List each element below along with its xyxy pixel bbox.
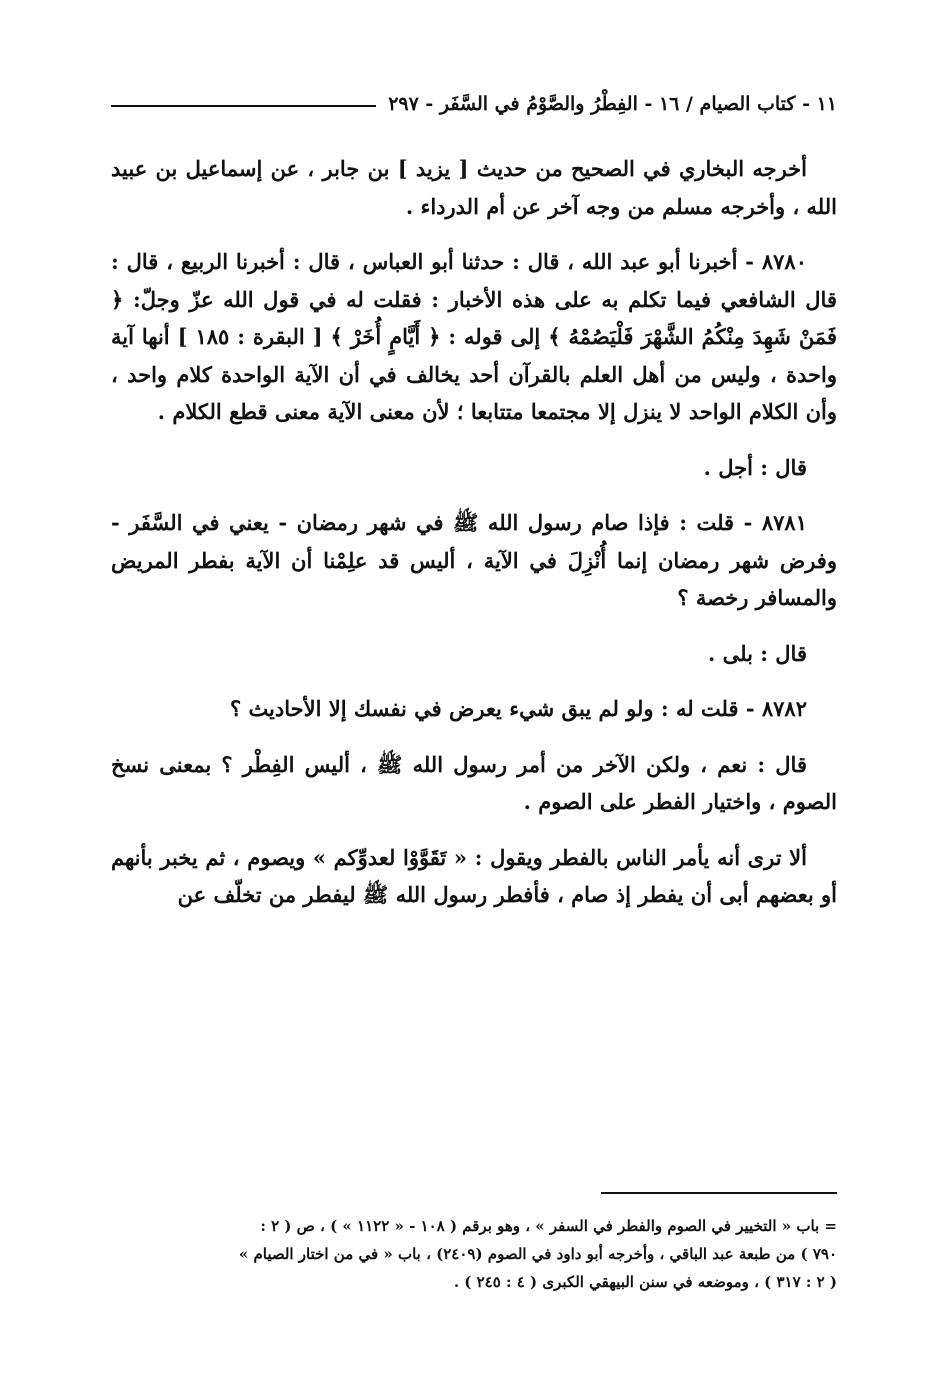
footnote-line: = باب « التخيير في الصوم والفطر في السفر » ، وهو برقم ( ١٠٨ - « ١١٢٢ » ) ، ص ( ٢ : bbox=[260, 1217, 837, 1235]
footnote bbox=[111, 1212, 837, 1296]
paragraph-takhrij: أخرجه البخاري في الصحيح من حديث [ يزيد ] بن جابر ، عن إسماعيل بن عبيد الله ، وأخرجه مسلم من وجه آخر عن أم الدرداء . bbox=[111, 156, 837, 219]
paragraph-8780: ٨٧٨٠ - أخبرنا أبو عبد الله ، قال : حدثنا أبو العباس ، قال : أخبرنا الربيع ، قال : قال الشافعي فيما تكلم به على هذه الأخبار : فقلت له في قول الله عزّ وجلّ: ﴿ فَمَنْ شَهِدَ مِنْكُمُ الشَّهْرَ فَلْيَصُمْهُ ﴾ إلى قوله : ﴿ أَيَّامٍ أُخَرْ ﴾ [ البقرة : ١٨٥ ] أنها آية واحدة ، وليس من أهل العلم بالقرآن أحد يخالف في أن الآية الواحدة كلام واحد ، وأن الكلام الواحد لا ينزل إلا مجتمعا متتابعا ؛ لأن معنى الآية معنى قطع الكلام . bbox=[111, 249, 837, 424]
paragraph-naam: قال : نعم ، ولكن الآخر من أمر رسول الله ﷺ ، أليس الفِطْر ؟ بمعنى نسخ الصوم ، واختيار الفطر على الصوم . bbox=[111, 751, 837, 814]
running-header bbox=[111, 88, 837, 120]
main-text bbox=[111, 150, 837, 932]
header-rule bbox=[111, 105, 376, 107]
paragraph-ajal: قال : أجل . bbox=[703, 454, 807, 480]
paragraph-8781: ٨٧٨١ - قلت : فإذا صام رسول الله ﷺ في شهر رمضان - يعني في السَّفَر - وفرض شهر رمضان إنما أُنْزِلَ في الآية ، أليس قد علِمْنا أن الآية بفطر المريض والمسافر رخصة ؟ bbox=[111, 510, 837, 610]
running-title: ١١ - كتاب الصيام / ١٦ - الفِطْرُ والصَّوْمُ في السَّفَر - ٢٩٧ bbox=[388, 93, 837, 115]
paragraph-bala: قال : بلى . bbox=[708, 640, 807, 666]
paragraph-ala-tara: ألا ترى أنه يأمر الناس بالفطر ويقول : « تَقَوَّوْا لعدوِّكم » ويصوم ، ثم يخبر بأنهم أو بعضهم أبى أن يفطر إذ صام ، فأفطر رسول الله ﷺ ليفطر من تخلّف عن bbox=[111, 844, 837, 907]
footnote-rule bbox=[601, 1192, 837, 1194]
footnote-line: ( ٢ : ٣١٧ ) ، وموضعه في سنن البيهقي الكبرى ( ٤ : ٢٤٥ ) . bbox=[453, 1273, 837, 1291]
paragraph-8782: ٨٧٨٢ - قلت له : ولو لم يبق شيء يعرض في نفسك إلا الأحاديث ؟ bbox=[229, 696, 807, 721]
footnote-line: ٧٩٠ ) من طبعة عبد الباقي ، وأخرجه أبو داود في الصوم (٢٤٠٩) ، باب « في من اختار الصيام » bbox=[238, 1245, 837, 1263]
